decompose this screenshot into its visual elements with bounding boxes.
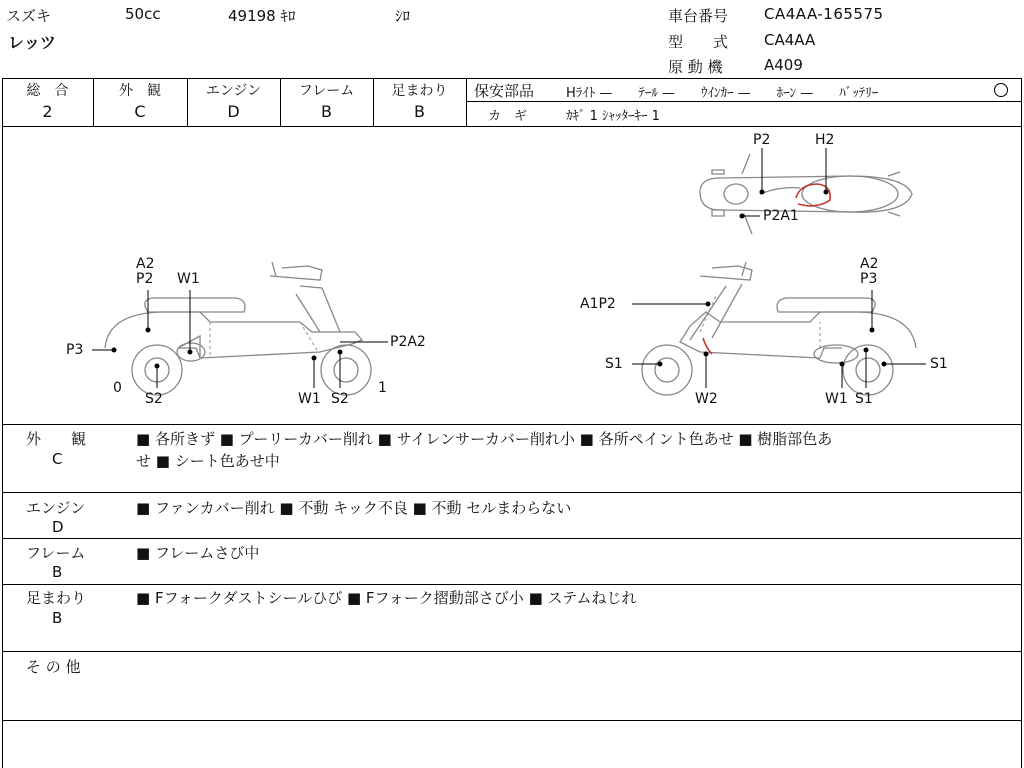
remark-text-suspension: ■ Fフォークダストシールひび ■ Fフォーク摺動部さび小 ■ ステムねじれ [136, 589, 637, 607]
label-left-s2a: S2 [145, 391, 163, 407]
maker: スズキ [6, 7, 52, 25]
remark-label-frame: フレーム [26, 544, 86, 562]
engine-value: A409 [764, 56, 803, 74]
label-left-p3: P3 [66, 342, 84, 358]
body-color: ｼﾛ [395, 7, 411, 25]
damage-mark-h2 [796, 184, 830, 206]
remark-label-engine: エンジン [26, 499, 86, 517]
type-label: 型 式 [668, 33, 729, 51]
grade-label-frame: フレーム [298, 83, 355, 99]
frame-no: CA4AA-165575 [764, 5, 884, 23]
remarks-divider [2, 538, 1022, 539]
grade-value-engine: D [227, 102, 240, 121]
remarks-divider [2, 720, 1022, 721]
label-top-p2a1: P2A1 [763, 208, 799, 224]
label-left-p2: P2 [136, 271, 154, 287]
remark-text-exterior-1: ■ 各所きず ■ プーリーカバー削れ ■ サイレンサーカバー削れ小 ■ 各所ペイント色あせ ■ 樹脂部色あ [136, 430, 833, 448]
remark-grade-exterior: C [52, 450, 63, 468]
battery-ok-circle-icon [994, 83, 1008, 97]
key-label: カ ギ [488, 109, 528, 124]
remark-text-engine: ■ ファンカバー削れ ■ 不動 キック不良 ■ 不動 セルまわらない [136, 499, 572, 517]
grade-value-overall: 2 [42, 102, 53, 121]
label-top-p2: P2 [753, 132, 771, 148]
frame-no-label: 車台番号 [668, 7, 729, 25]
label-right-a1p2: A1P2 [580, 296, 616, 312]
label-left-p2a2: P2A2 [390, 334, 426, 350]
label-left-w1b: W1 [298, 391, 321, 407]
label-right-s1c: S1 [855, 391, 873, 407]
remark-label-suspension: 足まわり [26, 589, 87, 607]
grade-value-exterior: C [134, 102, 146, 121]
label-left-a2: A2 [136, 256, 155, 272]
grade-value-suspension: B [414, 102, 425, 121]
remarks-top-rule [2, 424, 1022, 425]
label-right-s1a: S1 [605, 356, 623, 372]
top-view-scooter [700, 154, 912, 234]
remark-text-exterior-2: せ ■ シート色あせ中 [136, 452, 280, 470]
label-right-w2: W2 [695, 391, 718, 407]
label-right-s1b: S1 [930, 356, 948, 372]
remarks-divider [2, 651, 1022, 652]
remark-grade-frame: B [52, 563, 63, 581]
remark-text-frame: ■ フレームさび中 [136, 544, 260, 562]
label-right-w1: W1 [825, 391, 848, 407]
remarks-divider [2, 584, 1022, 585]
safety-items: Hﾗｲﾄ — ﾃｰﾙ — ｳｲﾝｶｰ — ﾎｰﾝ — ﾊﾞｯﾃﾘｰ [566, 86, 879, 101]
displacement: 50cc [125, 5, 161, 23]
safety-label: 保安部品 [474, 82, 535, 100]
grade-mid-rule [466, 101, 1022, 102]
grade-label-exterior: 外 観 [119, 83, 161, 99]
label-left-one: 1 [378, 380, 387, 396]
type-value: CA4AA [764, 31, 816, 49]
label-top-h2: H2 [815, 132, 835, 148]
label-left-zero: 0 [113, 380, 122, 396]
grade-top-rule [2, 78, 1022, 79]
label-left-w1: W1 [177, 271, 200, 287]
grade-label-suspension: 足まわり [391, 83, 448, 99]
key-value: ｶｷﾞ 1 ｼｬｯﾀｰｷｰ 1 [566, 109, 660, 124]
label-right-a2: A2 [860, 256, 879, 272]
grade-divider [466, 78, 467, 126]
remarks-divider [2, 492, 1022, 493]
remark-grade-engine: D [52, 518, 64, 536]
engine-label: 原 動 機 [668, 58, 723, 76]
grade-label-overall: 総 合 [26, 83, 69, 99]
mileage: 49198 ｷﾛ [228, 7, 296, 25]
model-name: レッツ [8, 33, 56, 52]
label-right-p3: P3 [860, 271, 878, 287]
remark-label-other: そ の 他 [26, 658, 81, 676]
grade-value-frame: B [321, 102, 332, 121]
remark-label-exterior: 外 観 [26, 430, 87, 448]
remark-grade-suspension: B [52, 609, 63, 627]
grade-label-engine: エンジン [205, 83, 262, 99]
label-left-s2b: S2 [331, 391, 349, 407]
